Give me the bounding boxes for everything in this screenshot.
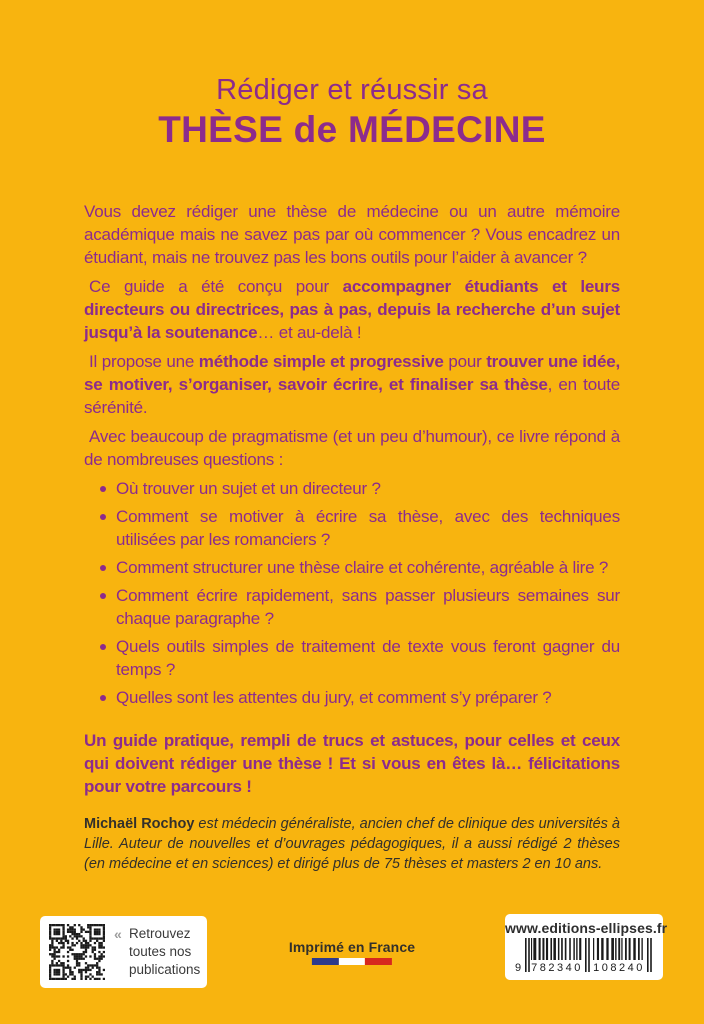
title-block [0,0,704,152]
paragraph-intro: Vous devez rédiger une thèse de médecine ou un autre mémoire académique mais ne savez pas par où commencer ? Vous encadrez un étudiant, mais ne trouvez pas les bons outils pour l’aider à avancer ? [84,202,620,267]
paragraph-method [84,350,620,419]
paragraph-guide [84,275,620,344]
barcode-box [505,914,668,980]
author-name: Michaël Rochoy [84,816,195,832]
paragraph-questions-intro: Avec beaucoup de pragmatisme (et un peu d’humour), ce livre répond à de nombreuses questions : [84,427,620,469]
qr-caption [114,925,200,979]
imprint-label: Imprimé en France [288,939,416,955]
barcode-digit-group2: 108240 [593,962,645,974]
list-item: Comment écrire rapidement, sans passer plusieurs semaines sur chaque paragraphe ? [84,584,620,630]
flag-red-segment [365,958,392,965]
barcode-digit-lead: 9 [515,962,522,974]
imprint-block [289,939,415,965]
french-flag-icon [312,958,392,965]
book-subtitle: Rédiger et réussir sa [216,74,488,106]
list-item: Comment se motiver à écrire sa thèse, avec des techniques utilisées par les romanciers ? [84,505,620,551]
paragraph-method-t3: , en toute sérénité. [84,375,620,417]
author-bio-text: est médecin généraliste, ancien chef de clinique des universités à Lille. Auteur de nouvelles et d’ouvrages pédagogiques, il a aussi rédigé 2 thèses (en médecine et en sciences) et dirigé plus de 75 thèses et masters 2 en 10 ans. [84,816,620,872]
list-item: Quels outils simples de traitement de texte vous feront gagner du temps ? [84,635,620,681]
flag-white-segment [339,958,366,965]
publisher-website: www.editions-ellipses.fr [505,920,668,936]
paragraph-highlight: Un guide pratique, rempli de trucs et astuces, pour celles et ceux qui doivent rédiger une thèse ! Et si vous en êtes là… félicitations pour votre parcours ! [84,731,620,796]
paragraph-guide-post: … et au-delà ! [257,323,362,342]
qr-caption-text: Retrouvez toutes nos publications [129,926,201,977]
list-item: Comment structurer une thèse claire et cohérente, agréable à lire ? [84,556,620,579]
paragraph-guide-bold: accompagner étudiants et leurs directeurs ou directrices, pas à pas, depuis la recherche d’un sujet jusqu’à la soutenance [84,277,620,342]
questions-list [84,477,620,709]
ean-barcode [515,938,653,974]
publications-qr-box [40,916,207,988]
back-cover-text [84,200,620,874]
list-item: Où trouver un sujet et un directeur ? [84,477,620,500]
book-title: THÈSE de MÉDECINE [158,109,546,150]
list-item: Quelles sont les attentes du jury, et comment s’y préparer ? [84,686,620,709]
chevron-left-icon: « [114,926,122,942]
author-bio [84,814,620,874]
paragraph-method-t1: Il propose une [89,352,199,371]
paragraph-method-b2: trouver une idée, se motiver, s’organiser, savoir écrire, et finaliser sa thèse [84,352,620,394]
paragraph-guide-pre: Ce guide a été conçu pour [89,277,343,296]
qr-code-icon [49,924,105,980]
flag-blue-segment [312,958,339,965]
barcode-digit-group1: 782340 [531,962,583,974]
paragraph-method-t2: pour [443,352,487,371]
paragraph-method-b1: méthode simple et progressive [198,352,444,371]
